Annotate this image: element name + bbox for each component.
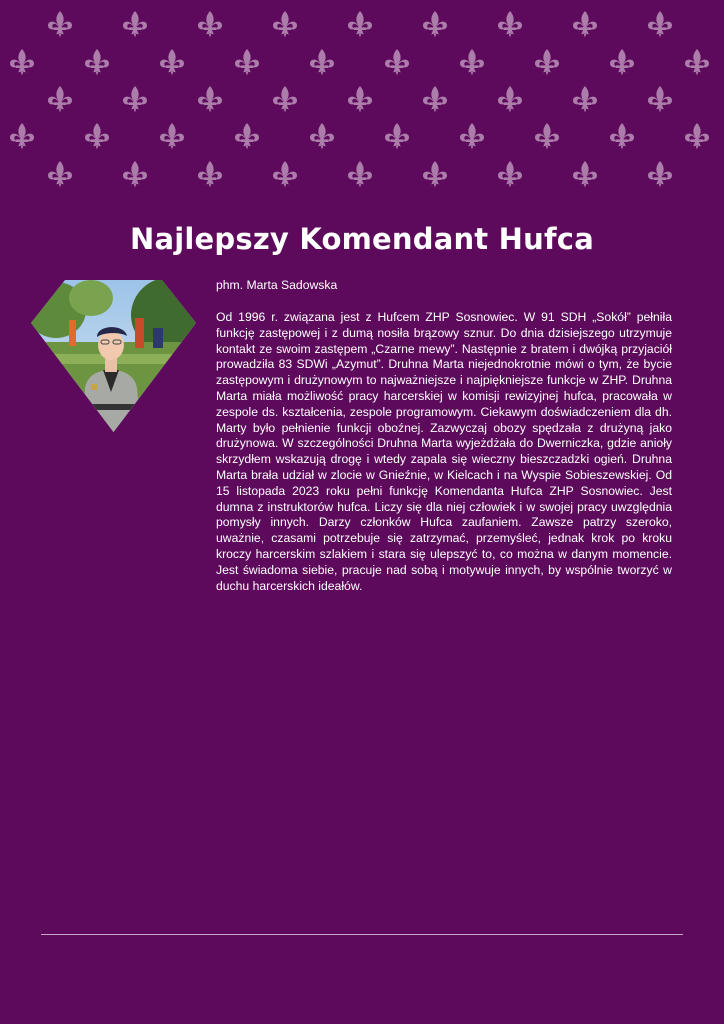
fleur-de-lis-icon [573,86,597,113]
fleur-de-lis-icon [310,123,334,150]
fleur-de-lis-icon [10,49,34,76]
author-name: phm. Marta Sadowska [216,278,338,292]
fleur-de-lis-icon [573,161,597,188]
fleur-de-lis-icon [535,49,559,76]
fleur-de-lis-icon [310,49,334,76]
fleur-de-lis-icon [385,49,409,76]
fleur-de-lis-icon [273,11,297,38]
fleur-de-lis-icon [48,161,72,188]
fleur-de-lis-icon [85,49,109,76]
fleur-de-lis-icon [235,123,259,150]
fleur-de-lis-icon [423,11,447,38]
fleur-de-lis-icon [348,161,372,188]
fleur-de-lis-icon [123,11,147,38]
fleur-de-lis-icon [348,11,372,38]
fleur-de-lis-pattern [0,0,724,200]
fleur-de-lis-icon [385,123,409,150]
fleur-de-lis-icon [460,123,484,150]
fleur-de-lis-icon [498,11,522,38]
fleur-de-lis-icon [573,11,597,38]
fleur-de-lis-icon [198,86,222,113]
fleur-de-lis-icon [123,86,147,113]
fleur-de-lis-icon [498,161,522,188]
fleur-de-lis-icon [123,161,147,188]
fleur-de-lis-icon [198,11,222,38]
footer-divider [41,934,683,935]
fleur-de-lis-icon [423,161,447,188]
fleur-de-lis-icon [160,49,184,76]
fleur-de-lis-icon [648,161,672,188]
fleur-de-lis-icon [423,86,447,113]
fleur-de-lis-icon [85,123,109,150]
fleur-de-lis-icon [685,49,709,76]
fleur-de-lis-icon [648,86,672,113]
fleur-de-lis-icon [160,123,184,150]
fleur-de-lis-icon [685,123,709,150]
fleur-de-lis-icon [610,49,634,76]
fleur-de-lis-icon [273,161,297,188]
fleur-de-lis-icon [10,123,34,150]
fleur-de-lis-icon [498,86,522,113]
fleur-de-lis-icon [198,161,222,188]
fleur-de-lis-icon [348,86,372,113]
fleur-de-lis-icon [460,49,484,76]
fleur-de-lis-icon [48,11,72,38]
article-body: Od 1996 r. związana jest z Hufcem ZHP Sosnowiec. W 91 SDH „Sokół” pełniła funkcję zastępowej i z dumą nosiła brązowy sznur. Do dnia dzisiejszego utrzymuje kontakt ze swoim zastępem „Czarne mewy”. Następnie z bratem i dwójką przyjaciół prowadziła 83 SDWi „Azymut”. Druhna Marta niejednokrotnie mówi o tym, że bycie zastępowym i drużynowym to najważniejsze i najpiękniejsze funkcje w ZHP. Druhna Marta miała możliwość pracy harcerskiej w komisji rewizyjnej hufca, pracowała w zespole ds. kształcenia, zespole programowym. Ciekawym doświadczeniem dla dh. Marty było pełnienie funkcji oboźnej. Zazwyczaj obozy spędzała z drużyną jako drużynowa. W szczególności Druhna Marta wyjeżdżała do Dwerniczka, gdzie anioły skrzydłem wskazują drogę i wtedy zapala się wieczny bieszczadzki ogień. Druhna Marta brała udział w zlocie w Gnieźnie, w Kielcach i na Wyspie Sobieszewskiej. Od 15 listopada 2023 roku pełni funkcję Komendanta Hufca ZHP Sosnowiec. Jest dumna z instruktorów hufca. Liczy się dla niej człowiek i w swojej pracy uwzględnia pomysły innych. Darzy członków Hufca zaufaniem. Zawsze patrzy szeroko, uważnie, czasami potrzebuje się zatrzymać, przemyśleć, jednak krok po kroku kroczy harcerskim szlakiem i stara się ulepszyć to, co można w danym momencie. Jest świadoma siebie, pracuje nad sobą i motywuje innych, by wspólnie tworzyć w duchu harcerskich ideałów. [216,310,672,593]
fleur-de-lis-icon [273,86,297,113]
page-title: Najlepszy Komendant Hufca [130,222,594,256]
fleur-de-lis-icon [610,123,634,150]
fleur-de-lis-icon [235,49,259,76]
scout-portrait-photo [31,280,196,432]
fleur-de-lis-icon [48,86,72,113]
fleur-de-lis-icon [648,11,672,38]
fleur-de-lis-icon [535,123,559,150]
